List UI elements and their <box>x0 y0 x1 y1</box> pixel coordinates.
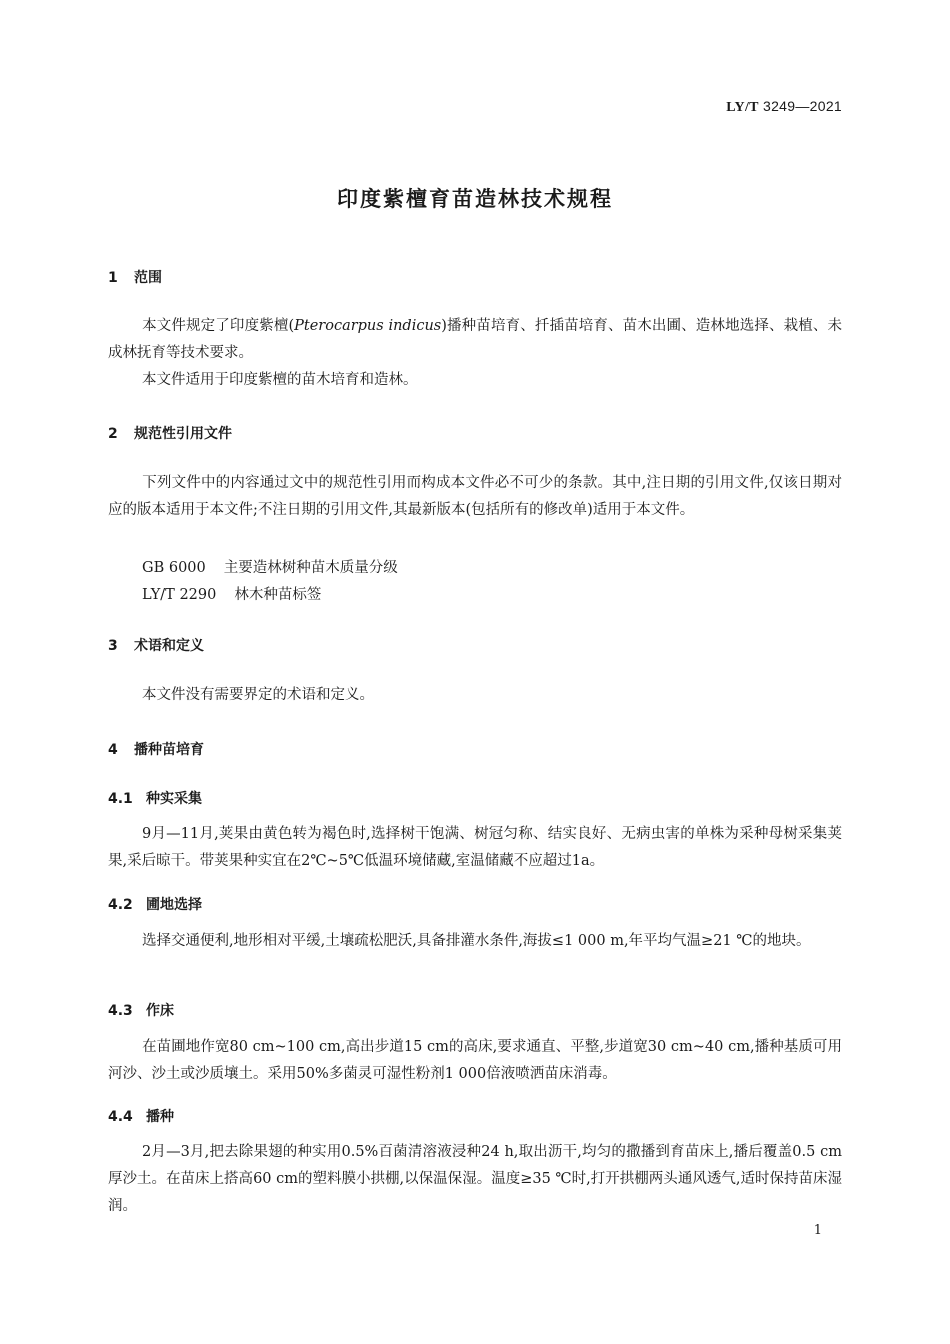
subsection-4-4-heading <box>108 1106 174 1126</box>
section-4-heading <box>108 739 204 759</box>
subsection-4-3-paragraph <box>108 1034 842 1088</box>
section-2-heading <box>108 423 232 443</box>
section-number: 3 <box>108 638 118 654</box>
section-title: 规范性引用文件 <box>134 426 232 442</box>
text-segment: 本文件适用于印度紫檀的苗木培育和造林。 <box>142 372 418 388</box>
latin-name: Pterocarpus indicus <box>294 318 442 334</box>
section-number: 4 <box>108 742 118 758</box>
reference-title: 主要造林树种苗木质量分级 <box>223 560 398 576</box>
text-segment: 本文件没有需要界定的术语和定义。 <box>142 687 374 703</box>
subsection-number: 4.4 <box>108 1109 133 1125</box>
standard-code-prefix: LY/T <box>726 100 759 115</box>
section-number: 1 <box>108 270 118 286</box>
subsection-4-4-paragraph <box>108 1139 842 1220</box>
document-title: 印度紫檀育苗造林技术规程 <box>337 187 613 211</box>
section-1-heading <box>108 267 162 287</box>
subsection-title: 播种 <box>146 1109 174 1125</box>
section-1-paragraph-2 <box>108 367 842 394</box>
subsection-title: 作床 <box>146 1003 174 1019</box>
text-segment: )播种苗培育、扦插苗培育、苗木出圃、造林地选择、栽植、未成林抚育等技术要求。 <box>108 318 842 361</box>
reference-item <box>142 583 321 604</box>
section-title: 范围 <box>134 270 162 286</box>
reference-code: GB 6000 <box>142 560 206 576</box>
subsection-title: 圃地选择 <box>146 897 202 913</box>
text-segment: 在苗圃地作宽80 cm~100 cm,高出步道15 cm的高床,要求通直、平整,步道宽30 cm~40 cm,播种基质可用河沙、沙土或沙质壤土。采用50%多菌灵可湿性粉剂1 000倍液喷洒苗床消毒。 <box>108 1039 842 1082</box>
subsection-title: 种实采集 <box>146 791 202 807</box>
reference-code: LY/T 2290 <box>142 587 217 603</box>
subsection-number: 4.1 <box>108 791 133 807</box>
section-title: 播种苗培育 <box>134 742 204 758</box>
subsection-4-2-paragraph <box>108 928 842 955</box>
text-segment: 选择交通便利,地形相对平缓,土壤疏松肥沃,具备排灌水条件,海拔≤1 000 m,年平均气温≥21 ℃的地块。 <box>142 933 811 949</box>
section-1-paragraph-1 <box>108 313 842 367</box>
subsection-4-3-heading <box>108 1000 174 1020</box>
page-number: 1 <box>813 1223 822 1238</box>
section-3-paragraph-1 <box>108 682 842 709</box>
reference-item <box>142 556 398 577</box>
standard-code-number: 3249—2021 <box>763 98 842 114</box>
subsection-number: 4.3 <box>108 1003 133 1019</box>
section-title: 术语和定义 <box>134 638 204 654</box>
reference-title: 林木种苗标签 <box>234 587 322 603</box>
text-segment: 本文件规定了印度紫檀( <box>142 318 295 334</box>
subsection-4-1-paragraph <box>108 821 842 875</box>
text-segment: 2月—3月,把去除果翅的种实用0.5%百菌清溶液浸种24 h,取出沥干,均匀的撒播到育苗床上,播后覆盖0.5 cm厚沙土。在苗床上搭高60 cm的塑料膜小拱棚,以保温保湿。温度≥35 ℃时,打开拱棚两头通风透气,适时保持苗床湿润。 <box>108 1144 842 1214</box>
text-segment: 9月—11月,荚果由黄色转为褐色时,选择树干饱满、树冠匀称、结实良好、无病虫害的单株为采种母树采集荚果,采后晾干。带荚果种实宜在2℃~5℃低温环境储藏,室温储藏不应超过1a。 <box>108 826 842 869</box>
section-number: 2 <box>108 426 118 442</box>
section-2-paragraph-1 <box>108 470 842 524</box>
subsection-number: 4.2 <box>108 897 133 913</box>
section-3-heading <box>108 635 204 655</box>
text-segment: 下列文件中的内容通过文中的规范性引用而构成本文件必不可少的条款。其中,注日期的引用文件,仅该日期对应的版本适用于本文件;不注日期的引用文件,其最新版本(包括所有的修改单)适用于本文件。 <box>108 475 842 518</box>
subsection-4-2-heading <box>108 894 202 914</box>
subsection-4-1-heading <box>108 788 202 808</box>
standard-code <box>726 98 842 116</box>
